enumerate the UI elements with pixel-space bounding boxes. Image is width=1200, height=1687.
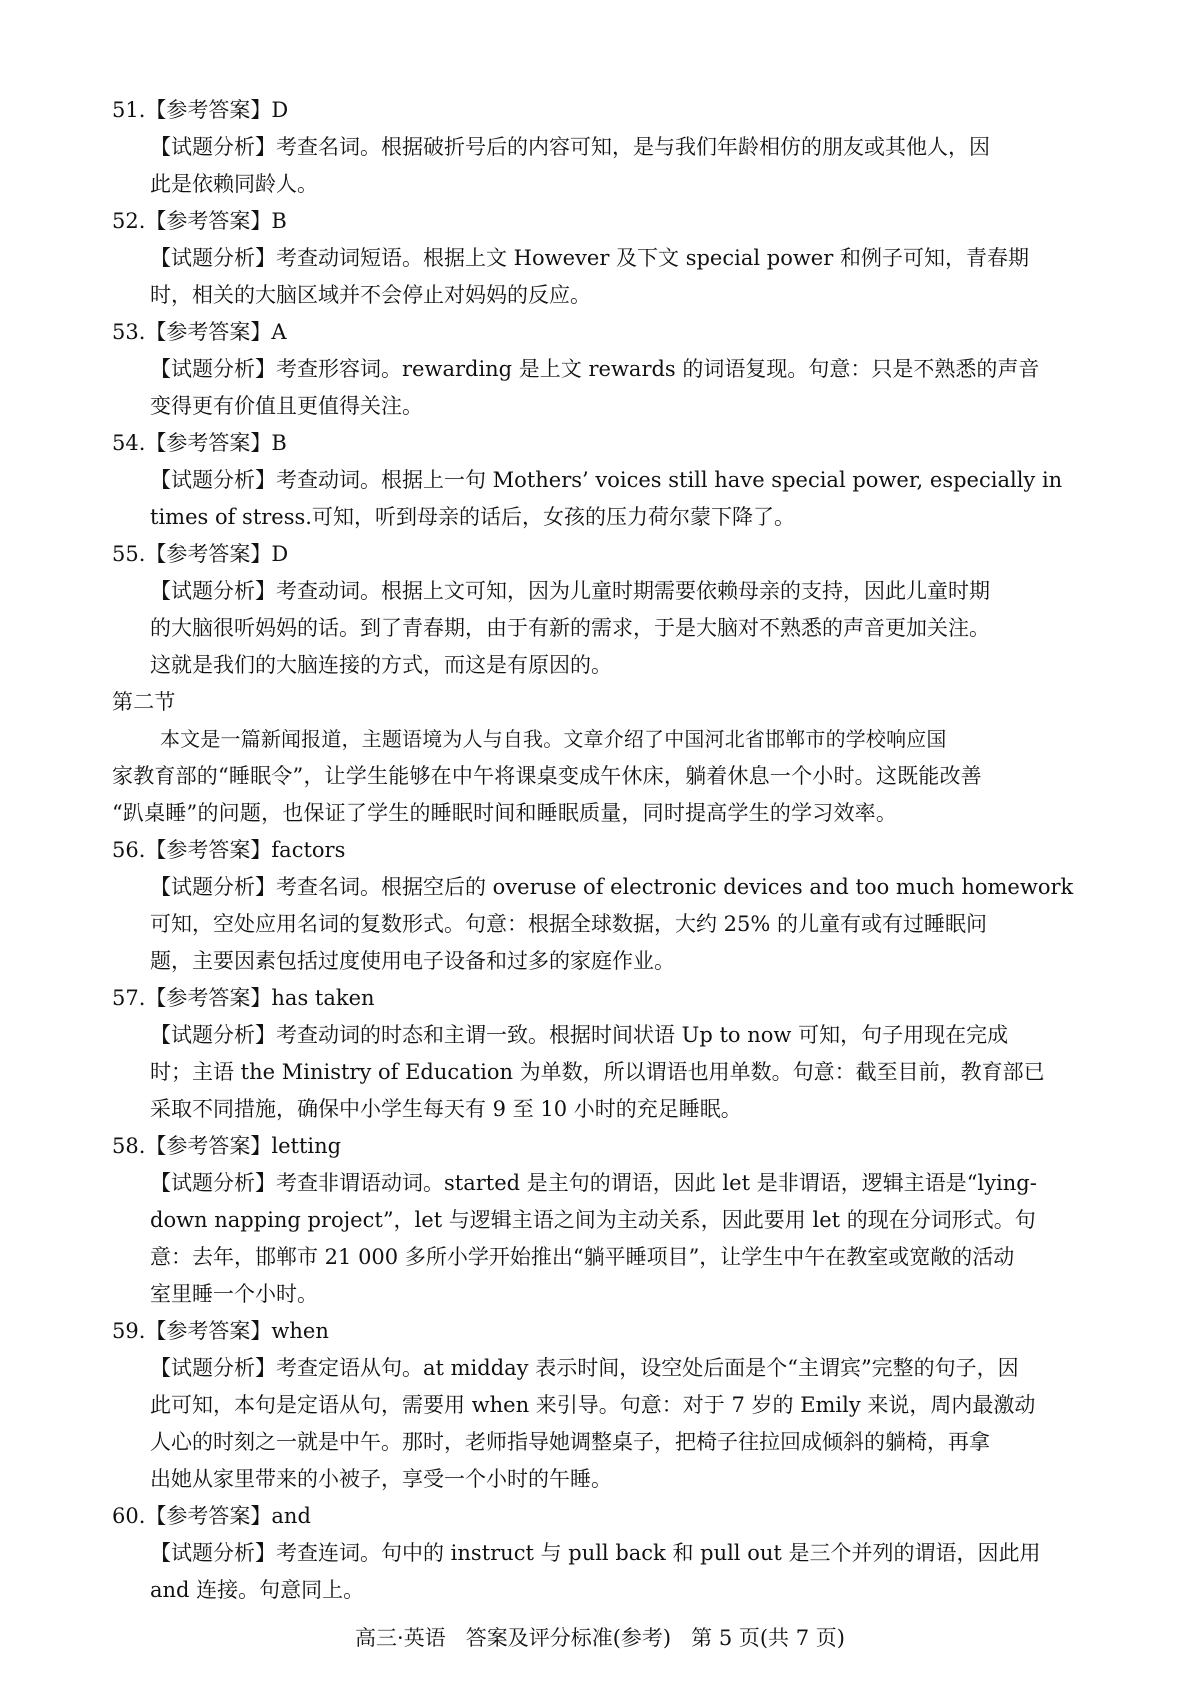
answer-line [112,832,1102,869]
analysis-line: 此是依赖同龄人。 [150,172,318,196]
question-item [112,1313,1102,1498]
analysis-line: 这就是我们的大脑连接的方式，而这是有原因的。 [150,653,612,677]
answer-value: has taken [271,986,375,1010]
answer-tag: 【参考答案】 [145,1319,272,1343]
analysis-block [112,1017,1102,1128]
analysis-block [112,129,1102,203]
analysis-block [112,240,1102,314]
answer-value: when [271,1319,329,1343]
answer-tag: 【参考答案】 [145,1134,272,1158]
question-item [112,980,1102,1128]
analysis-line: 的大脑很听妈妈的话。到了青春期，由于有新的需求，于是大脑对不熟悉的声音更加关注。 [150,616,990,640]
analysis-line: 题，主要因素包括过度使用电子设备和过多的家庭作业。 [150,949,675,973]
analysis-block [112,1165,1102,1313]
analysis-line: 【试题分析】考查动词短语。根据上文 However 及下文 special power 和例子可知，青春期 [150,246,1029,270]
analysis-line: 【试题分析】考查名词。根据空后的 overuse of electronic devices and too much homework [150,875,1074,899]
analysis-line: and 连接。句意同上。 [150,1578,365,1602]
items-part-two [112,832,1102,1609]
question-number: 56. [112,838,146,862]
answer-line [112,1498,1102,1535]
analysis-line: 时，相关的大脑区域并不会停止对妈妈的反应。 [150,283,591,307]
analysis-line: 【试题分析】考查连词。句中的 instruct 与 pull back 和 pull out 是三个并列的谓语，因此用 [150,1541,1041,1565]
question-item [112,536,1102,684]
answer-line [112,203,1102,240]
question-number: 53. [112,320,146,344]
question-item [112,314,1102,425]
question-item [112,92,1102,203]
analysis-line: 【试题分析】考查名词。根据破折号后的内容可知，是与我们年龄相仿的朋友或其他人，因 [150,135,990,159]
analysis-line: times of stress.可知，听到母亲的话后，女孩的压力荷尔蒙下降了。 [150,505,795,529]
analysis-line: down napping project”，let 与逻辑主语之间为主动关系，因此要用 let 的现在分词形式。句 [150,1208,1036,1232]
answer-value: and [271,1504,311,1528]
question-item [112,1498,1102,1609]
analysis-block [112,351,1102,425]
question-item [112,1128,1102,1313]
items-part-one [112,92,1102,684]
analysis-line: 时；主语 the Ministry of Education 为单数，所以谓语也用单数。句意：截至目前，教育部已 [150,1060,1045,1084]
analysis-line: 【试题分析】考查动词。根据上一句 Mothers’ voices still have special power, especially in [150,468,1063,492]
question-number: 55. [112,542,146,566]
analysis-line: 可知，空处应用名词的复数形式。句意：根据全球数据，大约 25% 的儿童有或有过睡眠问 [150,912,988,936]
question-number: 52. [112,209,146,233]
answer-tag: 【参考答案】 [145,838,272,862]
analysis-line: 【试题分析】考查动词的时态和主谓一致。根据时间状语 Up to now 可知，句子用现在完成 [150,1023,1009,1047]
analysis-line: 【试题分析】考查形容词。rewarding 是上文 rewards 的词语复现。句意：只是不熟悉的声音 [150,357,1040,381]
answer-tag: 【参考答案】 [145,431,272,455]
answer-tag: 【参考答案】 [145,98,272,122]
analysis-line: 【试题分析】考查定语从句。at midday 表示时间，设空处后面是个“主谓宾”完整的句子，因 [150,1356,1019,1380]
question-item [112,203,1102,314]
answer-line [112,314,1102,351]
answer-tag: 【参考答案】 [145,542,272,566]
analysis-line: 室里睡一个小时。 [150,1282,318,1306]
page-footer: 高三·英语 答案及评分标准(参考) 第 5 页(共 7 页) [355,1626,845,1650]
answer-value: A [271,320,287,344]
answer-line [112,425,1102,462]
answer-value: letting [271,1134,342,1158]
answer-value: B [271,431,287,455]
analysis-block [112,573,1102,684]
analysis-block [112,462,1102,536]
question-number: 54. [112,431,146,455]
intro-line: 本文是一篇新闻报道，主题语境为人与自我。文章介绍了中国河北省邯郸市的学校响应国 [160,727,947,751]
answer-line [112,92,1102,129]
intro-line: “趴桌睡”的问题，也保证了学生的睡眠时间和睡眠质量，同时提高学生的学习效率。 [112,801,898,825]
analysis-line: 【试题分析】考查动词。根据上文可知，因为儿童时期需要依赖母亲的支持，因此儿童时期 [150,579,990,603]
answer-line [112,1313,1102,1350]
question-number: 59. [112,1319,146,1343]
answer-line [112,536,1102,573]
answer-tag: 【参考答案】 [145,1504,272,1528]
analysis-line: 【试题分析】考查非谓语动词。started 是主句的谓语，因此 let 是非谓语，逻辑主语是“lying- [150,1171,1037,1195]
page-content [112,92,1102,1609]
analysis-block [112,1535,1102,1609]
answer-line [112,980,1102,1017]
intro-line: 家教育部的“睡眠令”，让学生能够在中午将课桌变成午休床，躺着休息一个小时。这既能改善 [112,764,982,788]
answer-value: D [271,542,289,566]
question-number: 58. [112,1134,146,1158]
answer-tag: 【参考答案】 [145,986,272,1010]
question-number: 60. [112,1504,146,1528]
answer-tag: 【参考答案】 [145,209,272,233]
answer-value: D [271,98,289,122]
analysis-block [112,1350,1102,1498]
answer-line [112,1128,1102,1165]
answer-value: factors [271,838,346,862]
question-item [112,832,1102,980]
analysis-block [112,869,1102,980]
section-heading: 第二节 [112,690,176,714]
analysis-line: 人心的时刻之一就是中午。那时，老师指导她调整桌子，把椅子往拉回成倾斜的躺椅，再拿 [150,1430,990,1454]
answer-tag: 【参考答案】 [145,320,272,344]
question-number: 57. [112,986,146,1010]
analysis-line: 此可知，本句是定语从句，需要用 when 来引导。句意：对于 7 岁的 Emily 来说，周内最激动 [150,1393,1036,1417]
question-number: 51. [112,98,146,122]
analysis-line: 采取不同措施，确保中小学生每天有 9 至 10 小时的充足睡眠。 [150,1097,742,1121]
answer-value: B [271,209,287,233]
question-item [112,425,1102,536]
analysis-line: 意：去年，邯郸市 21 000 多所小学开始推出“躺平睡项目”，让学生中午在教室或宽敞的活动 [150,1245,1015,1269]
analysis-line: 出她从家里带来的小被子，享受一个小时的午睡。 [150,1467,612,1491]
section-intro [112,721,1102,832]
analysis-line: 变得更有价值且更值得关注。 [150,394,423,418]
